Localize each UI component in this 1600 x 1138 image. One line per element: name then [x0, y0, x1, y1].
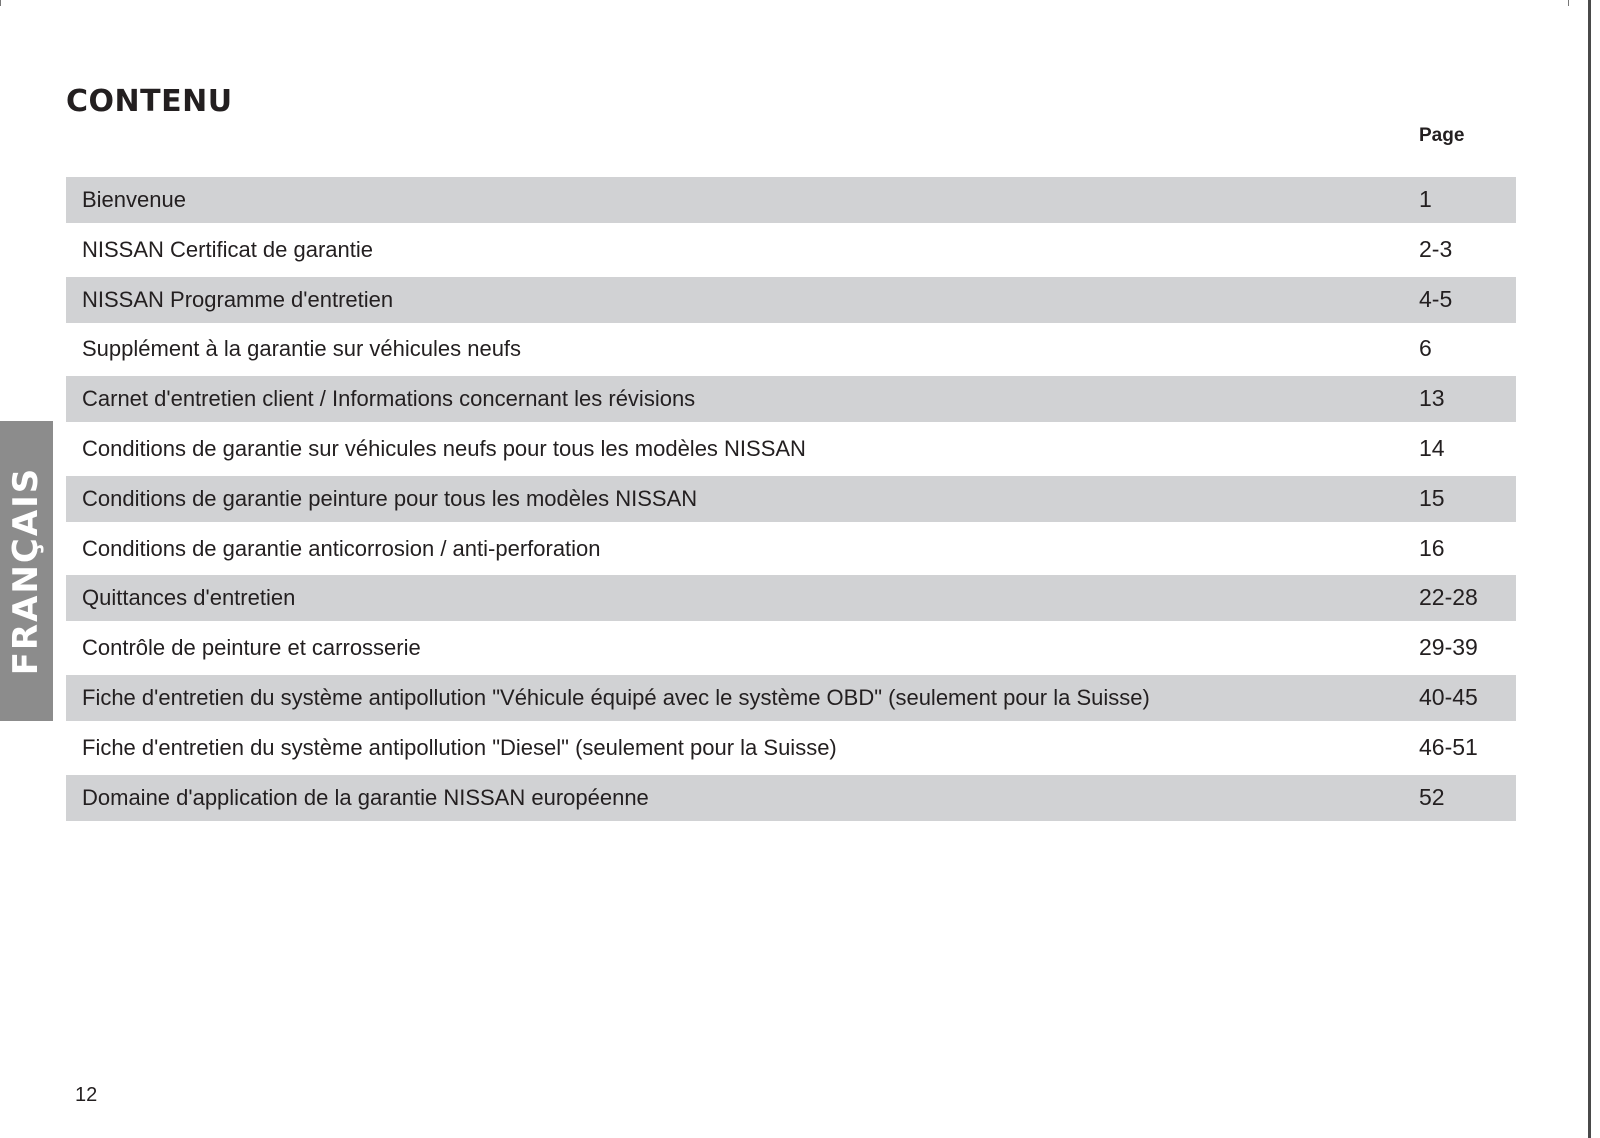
- toc-entry-label: Conditions de garantie sur véhicules neufs pour tous les modèles NISSAN: [82, 435, 806, 461]
- toc-entry-page: 6: [1419, 335, 1432, 362]
- toc-row: [66, 177, 1516, 223]
- toc-row: [66, 775, 1516, 821]
- toc-entry-page: 2-3: [1419, 235, 1453, 262]
- toc-row: [66, 625, 1516, 671]
- toc-entry-page: 46-51: [1419, 733, 1478, 760]
- toc-entry-page: 29-39: [1419, 634, 1478, 661]
- toc-row: [66, 575, 1516, 621]
- toc-row: [66, 725, 1516, 771]
- toc-entry-label: Carnet d'entretien client / Informations concernant les révisions: [82, 386, 696, 412]
- table-of-contents: [66, 177, 1516, 824]
- toc-entry-label: Fiche d'entretien du système antipollution "Véhicule équipé avec le système OBD" (seulement pour la Suisse): [82, 684, 1150, 710]
- page-column-header: Page: [1419, 125, 1465, 146]
- toc-entry-label: Bienvenue: [82, 187, 186, 212]
- toc-row: [66, 326, 1516, 372]
- toc-entry-page: 15: [1419, 484, 1445, 511]
- toc-row: [66, 277, 1516, 323]
- crop-mark: [0, 0, 1, 6]
- toc-row: [66, 675, 1516, 721]
- toc-entry-page: 22-28: [1419, 584, 1478, 611]
- toc-entry-label: Quittances d'entretien: [82, 585, 296, 611]
- toc-entry-page: 4-5: [1419, 285, 1453, 312]
- toc-entry-page: 1: [1419, 186, 1432, 212]
- toc-row: [66, 376, 1516, 422]
- toc-entry-page: 13: [1419, 385, 1445, 412]
- toc-entry-label: Conditions de garantie anticorrosion / anti-perforation: [82, 535, 601, 561]
- toc-entry-label: Fiche d'entretien du système antipollution "Diesel" (seulement pour la Suisse): [82, 734, 837, 760]
- toc-entry-label: NISSAN Certificat de garantie: [82, 236, 374, 262]
- toc-entry-page: 14: [1419, 434, 1445, 461]
- page-edge-rule: [1588, 0, 1591, 1138]
- toc-entry-label: Conditions de garantie peinture pour tous les modèles NISSAN: [82, 485, 698, 511]
- toc-entry-label: Domaine d'application de la garantie NISSAN européenne: [82, 784, 649, 810]
- toc-entry-page: 16: [1419, 534, 1445, 561]
- toc-entry-label: Contrôle de peinture et carrosserie: [82, 635, 421, 661]
- toc-entry-label: Supplément à la garantie sur véhicules neufs: [82, 336, 522, 362]
- toc-entry-label: NISSAN Programme d'entretien: [82, 286, 394, 312]
- toc-row: [66, 476, 1516, 522]
- language-tab: [0, 421, 53, 721]
- crop-mark: [1568, 0, 1569, 6]
- toc-row: [66, 426, 1516, 472]
- toc-row: [66, 526, 1516, 572]
- toc-row: [66, 227, 1516, 273]
- page-number: 12: [75, 1084, 98, 1106]
- toc-entry-page: 40-45: [1419, 683, 1478, 710]
- page-title: CONTENU: [66, 84, 233, 120]
- language-tab-label: FRANÇAIS: [6, 466, 46, 676]
- toc-entry-page: 52: [1419, 783, 1445, 810]
